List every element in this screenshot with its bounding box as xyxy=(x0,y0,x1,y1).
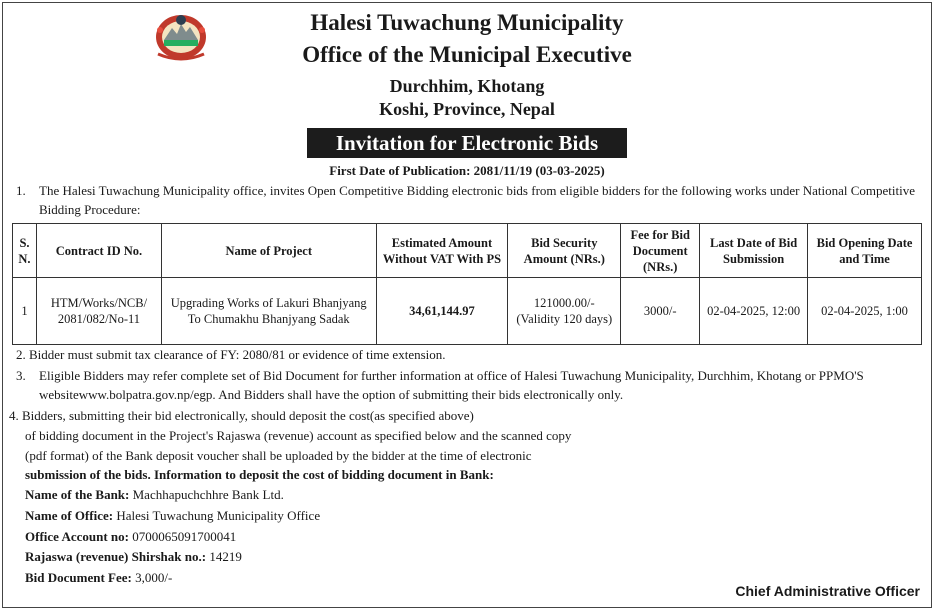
col-opening: Bid Opening Date and Time xyxy=(808,224,922,278)
para3-text: Eligible Bidders may refer complete set of Bid Document for further information at office of Halesi Tuwachung Municipality, Durchhim, Khotang or PPMO'S websitewww.bolpatra.gov.np/egp. And Bidders shall have the option of submitting their bids electronically only. xyxy=(39,368,864,402)
account-label: Office Account no: xyxy=(25,529,129,544)
cell-fee: 3000/- xyxy=(621,278,700,345)
bank-name-value: Machhapuchchhre Bank Ltd. xyxy=(129,487,284,502)
para4-line2: of bidding document in the Project's Rajaswa (revenue) account as specified below and the scanned copy xyxy=(25,428,572,443)
shirshak-label: Rajaswa (revenue) Shirshak no.: xyxy=(25,549,207,564)
col-last-date: Last Date of Bid Submission xyxy=(700,224,808,278)
para4-line4: submission of the bids. Information to deposit the cost of bidding document in Bank: xyxy=(25,467,494,482)
para4-line1: 4. Bidders, submitting their bid electronically, should deposit the cost(as specified above) xyxy=(9,408,474,423)
municipality-title: Halesi Tuwachung Municipality xyxy=(310,10,624,35)
notice-banner: Invitation for Electronic Bids xyxy=(307,128,627,158)
address-line-1: Durchhim, Khotang xyxy=(389,76,545,96)
col-security: Bid Security Amount (NRs.) xyxy=(508,224,621,278)
address-line-2: Koshi, Province, Nepal xyxy=(379,99,555,119)
account-value: 0700065091700041 xyxy=(128,529,237,544)
signature-title: Chief Administrative Officer xyxy=(735,583,920,599)
cell-project: Upgrading Works of Lakuri Bhanjyang To Chumakhu Bhanjyang Sadak xyxy=(161,278,376,345)
cell-amount: 34,61,144.97 xyxy=(376,278,508,345)
cell-sn: 1 xyxy=(13,278,37,345)
table-header-row xyxy=(13,224,922,278)
para4-line3: (pdf format) of the Bank deposit voucher shall be uploaded by the bidder at the time of electronic xyxy=(25,448,532,463)
fee-value: 3,000/- xyxy=(131,570,173,585)
fee-label: Bid Document Fee: xyxy=(25,570,132,585)
cell-opening: 02-04-2025, 1:00 xyxy=(808,278,922,345)
cell-contract-id: HTM/Works/NCB/ 2081/082/No-11 xyxy=(36,278,161,345)
office-name-value: Halesi Tuwachung Municipality Office xyxy=(113,508,321,523)
bank-name-row xyxy=(25,487,284,503)
fee-row xyxy=(25,570,172,586)
bid-table xyxy=(12,223,922,345)
para3-number: 3. xyxy=(16,368,26,383)
office-title: Office of the Municipal Executive xyxy=(302,42,632,67)
para1-text: The Halesi Tuwachung Municipality office, invites Open Competitive Bidding electronic bids from eligible bidders for the following works under National Competitive Bidding Procedure: xyxy=(39,183,916,217)
bank-name-label: Name of the Bank: xyxy=(25,487,130,502)
table-row xyxy=(13,278,922,345)
para1-number: 1. xyxy=(16,183,26,198)
col-sn: S. N. xyxy=(13,224,37,278)
cell-last-date: 02-04-2025, 12:00 xyxy=(700,278,808,345)
col-project: Name of Project xyxy=(161,224,376,278)
col-amount: Estimated Amount Without VAT With PS xyxy=(376,224,508,278)
office-name-row xyxy=(25,508,320,524)
office-name-label: Name of Office: xyxy=(25,508,114,523)
cell-security: 121000.00/- (Validity 120 days) xyxy=(508,278,621,345)
account-row xyxy=(25,529,236,545)
col-contract-id: Contract ID No. xyxy=(36,224,161,278)
shirshak-row xyxy=(25,549,242,565)
para2-text: 2. Bidder must submit tax clearance of FY: 2080/81 or evidence of time extension. xyxy=(16,347,446,362)
publication-date: First Date of Publication: 2081/11/19 (03-03-2025) xyxy=(329,163,605,178)
col-fee: Fee for Bid Document (NRs.) xyxy=(621,224,700,278)
shirshak-value: 14219 xyxy=(206,549,242,564)
